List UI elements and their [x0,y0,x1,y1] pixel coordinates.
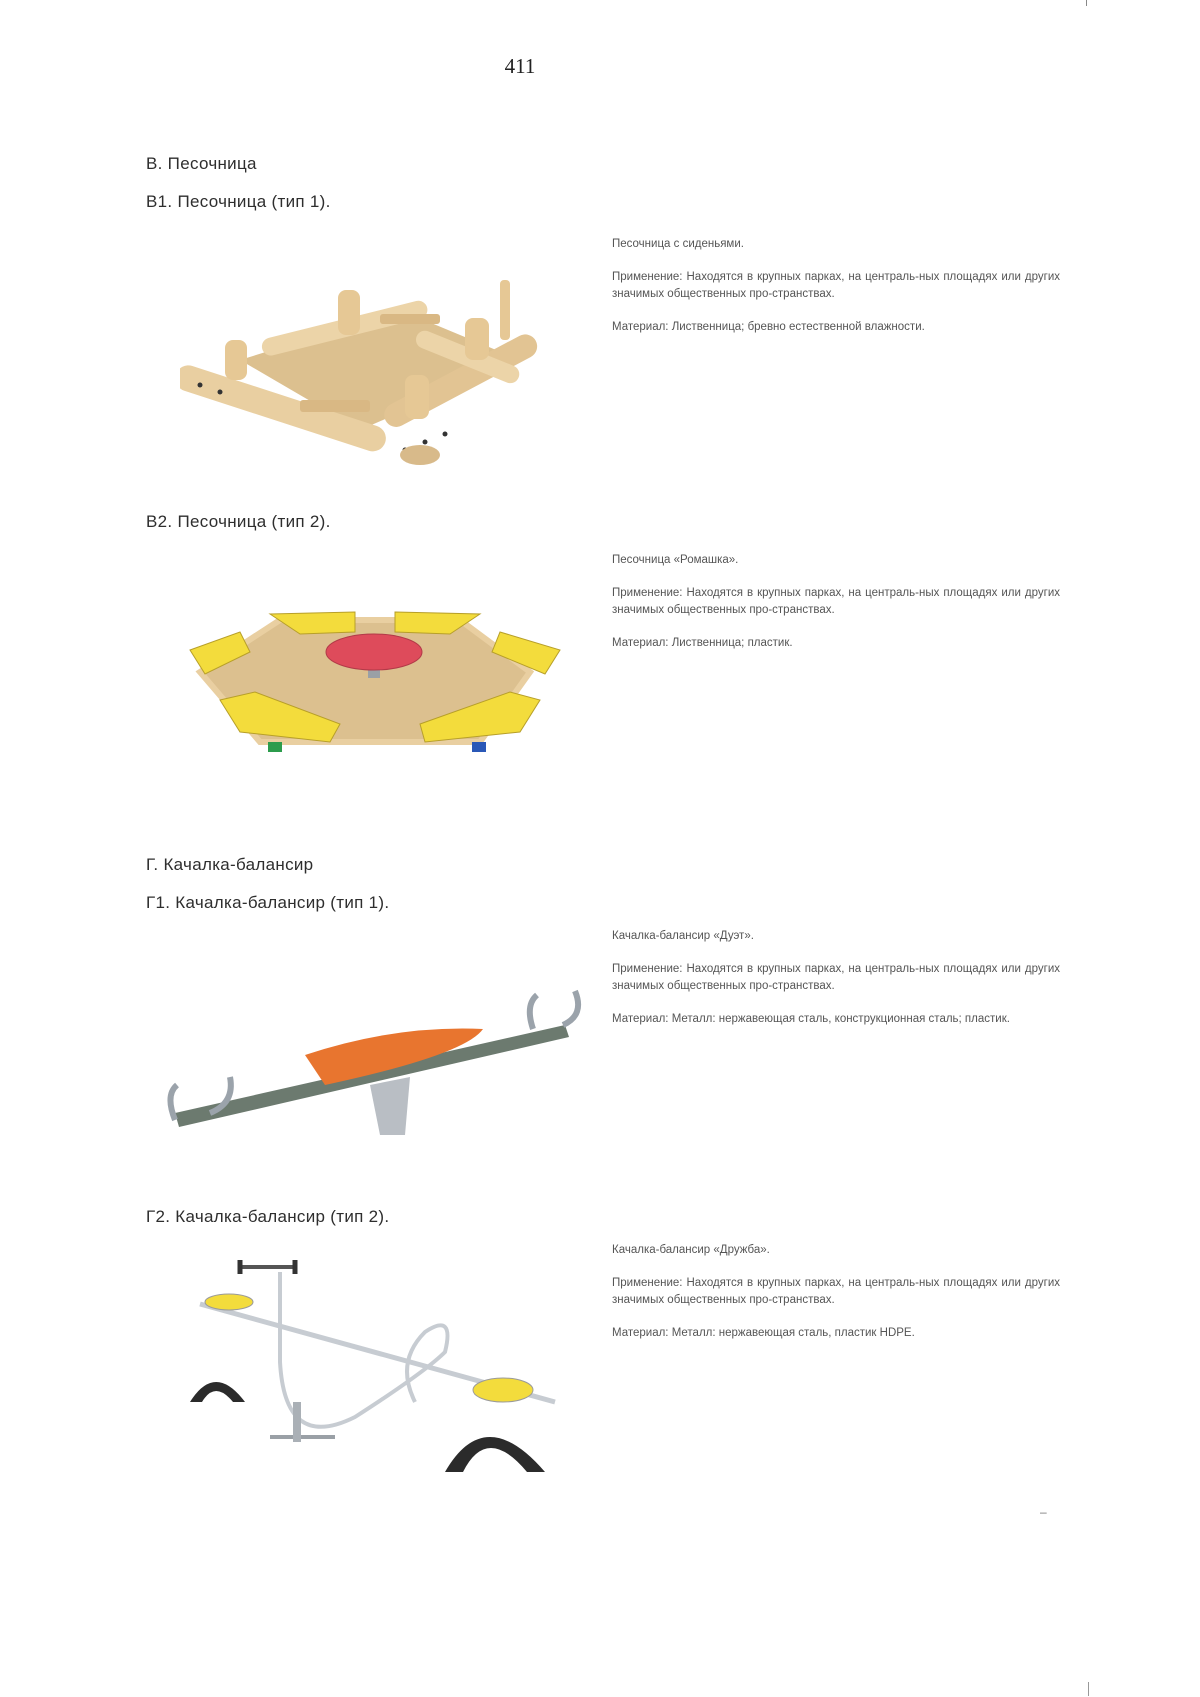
seesaw-type1-name: Качалка-балансир «Дуэт». [612,930,754,942]
seesaw-type2-usage: Применение: Находятся в крупных парках, на централь-ных площадях или других значимых общественных про-странствах. [612,1277,1060,1306]
subsection-title-sandbox-type2: В2. Песочница (тип 2). [146,512,331,531]
sandbox-type2-image [180,592,580,762]
seesaw-type1-description [612,928,1060,1044]
scan-edge-mark-bottom [1088,1682,1089,1696]
sandbox-type2-description [612,552,1060,668]
page-folio: – [1040,1505,1047,1519]
subsection-title-seesaw-type1: Г1. Качалка-балансир (тип 1). [146,893,390,912]
sandbox-type1-image [180,270,580,480]
sandbox-type1-material: Материал: Лиственница; бревно естественной влажности. [612,321,925,333]
sandbox-type1-name: Песочница с сиденьями. [612,238,744,250]
page-number: 411 [504,54,536,78]
section-title-seesaw: Г. Качалка-балансир [146,855,314,874]
sandbox-type2-usage: Применение: Находятся в крупных парках, на централь-ных площадях или других значимых общественных про-странствах. [612,587,1060,616]
seesaw-type1-usage: Применение: Находятся в крупных парках, на централь-ных площадях или других значимых общественных про-странствах. [612,963,1060,992]
section-title-sandbox: В. Песочница [146,154,257,173]
seesaw-type1-material: Материал: Металл: нержавеющая сталь, конструкционная сталь; пластик. [612,1013,1010,1025]
sandbox-type2-name: Песочница «Ромашка». [612,554,739,566]
seesaw-type2-material: Материал: Металл: нержавеющая сталь, пластик HDPE. [612,1327,915,1339]
seesaw-type1-image [165,985,585,1135]
seesaw-type2-image [185,1252,585,1492]
sandbox-type1-description [612,236,1060,352]
seesaw-type2-description [612,1242,1060,1358]
seesaw-type2-name: Качалка-балансир «Дружба». [612,1244,770,1256]
scan-edge-mark [1086,0,1087,6]
sandbox-type1-usage: Применение: Находятся в крупных парках, на централь-ных площадях или других значимых общественных про-странствах. [612,271,1060,300]
subsection-title-sandbox-type1: В1. Песочница (тип 1). [146,192,331,211]
subsection-title-seesaw-type2: Г2. Качалка-балансир (тип 2). [146,1207,390,1226]
sandbox-type2-material: Материал: Лиственница; пластик. [612,637,793,649]
